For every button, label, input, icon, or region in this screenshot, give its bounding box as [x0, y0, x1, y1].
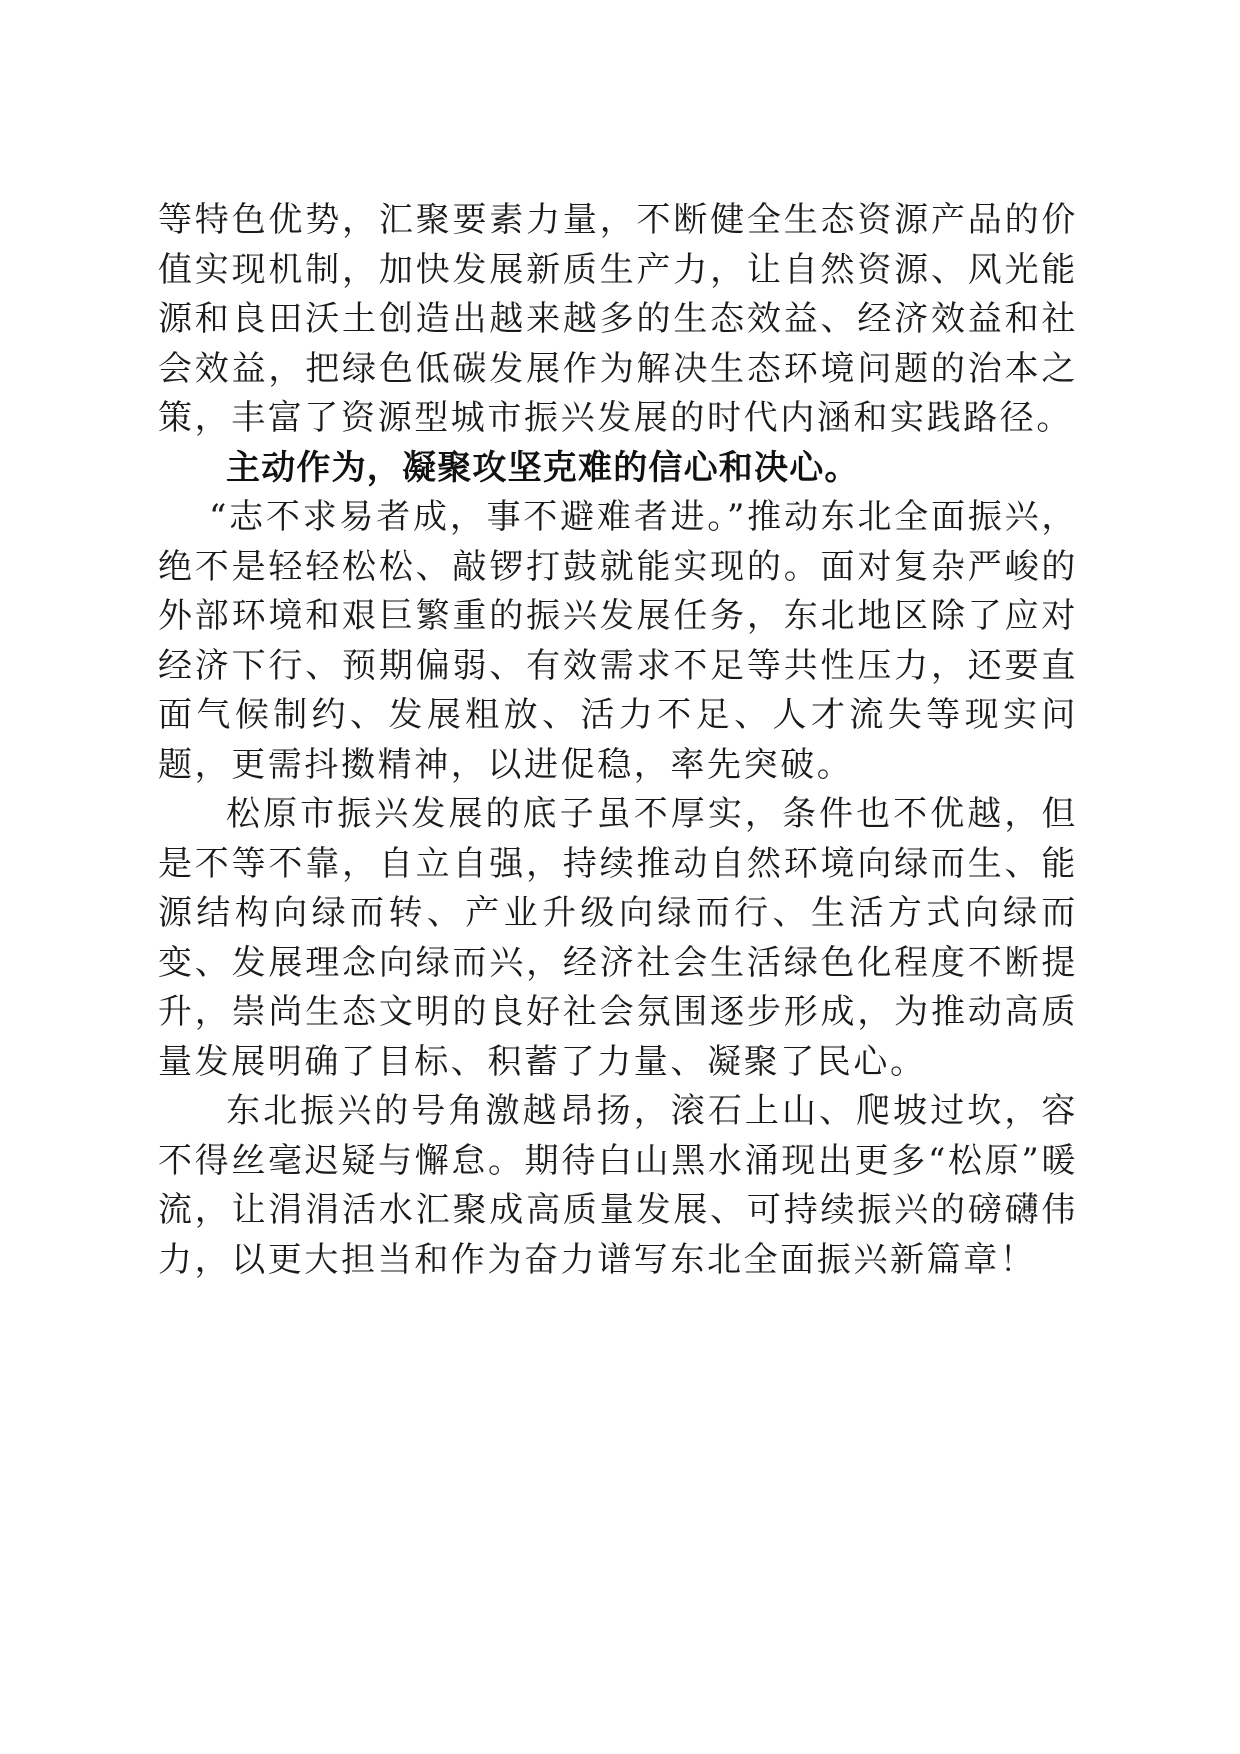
- article-body: [158, 196, 1078, 1285]
- section-heading: 主动作为，凝聚攻坚克难的信心和决心。: [226, 447, 860, 488]
- body-paragraph-continued: 等特色优势，汇聚要素力量，不断健全生态资源产品的价值实现机制，加快发展新质生产力，让自然资源、风光能源和良田沃土创造出越来越多的生态效益、经济效益和社会效益，把绿色低碳发展作为解决生态环境问题的治本之策，丰富了资源型城市振兴发展的时代内涵和实践路径。: [158, 200, 1078, 438]
- body-paragraph-quote: “志不求易者成，事不避难者进。”推动东北全面振兴，绝不是轻轻松松、敲锣打鼓就能实现的。面对复杂严峻的外部环境和艰巨繁重的振兴发展任务，东北地区除了应对经济下行、预期偏弱、有效需求不足等共性压力，还要直面气候制约、发展粗放、活力不足、人才流失等现实问题，更需抖擞精神，以进促稳，率先突破。: [158, 497, 1078, 785]
- body-paragraph-songyuan: 松原市振兴发展的底子虽不厚实，条件也不优越，但是不等不靠，自立自强，持续推动自然环境向绿而生、能源结构向绿而转、产业升级向绿而行、生活方式向绿而变、发展理念向绿而兴，经济社会生活绿色化程度不断提升，崇尚生态文明的良好社会氛围逐步形成，为推动高质量发展明确了目标、积蓄了力量、凝聚了民心。: [158, 794, 1078, 1082]
- body-paragraph-closing: 东北振兴的号角激越昂扬，滚石上山、爬坡过坎，容不得丝毫迟疑与懈怠。期待白山黑水涌现出更多“松原”暖流，让涓涓活水汇聚成高质量发展、可持续振兴的磅礴伟力，以更大担当和作为奋力谱写东北全面振兴新篇章！: [158, 1091, 1078, 1280]
